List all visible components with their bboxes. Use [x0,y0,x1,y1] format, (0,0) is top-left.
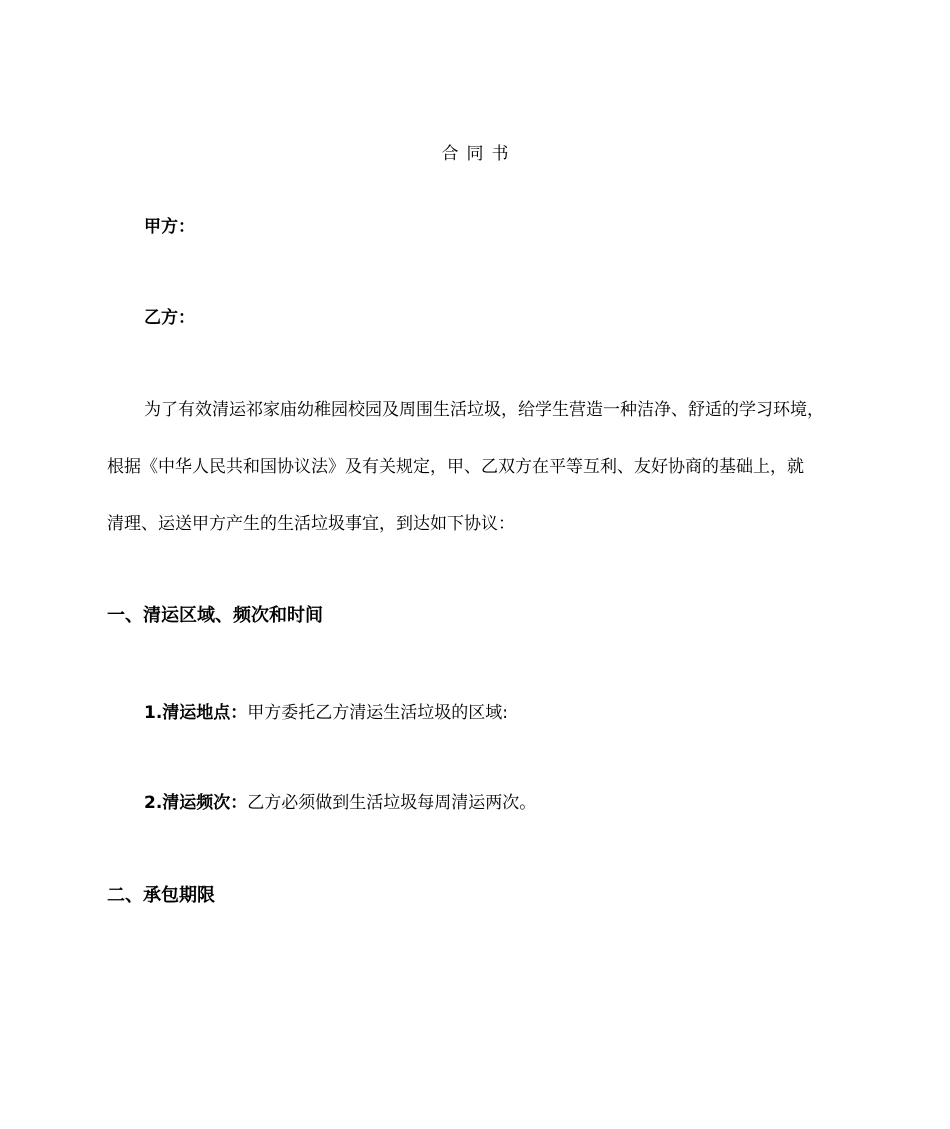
item-1-text: 甲方委托乙方清运生活垃圾的区域: [247,703,509,723]
item-1-label: 1.清运地点： [144,703,248,723]
section-1-heading: 一、清运区域、频次和时间 [107,605,323,626]
section-1-item-2 [144,791,536,815]
intro-paragraph-line-3: 清理、运送甲方产生的生活垃圾事宜，到达如下协议： [107,514,515,534]
intro-paragraph-line-2: 根据《中华人民共和国协议法》及有关规定，甲、乙双方在平等互利、友好协商的基础上，就 [107,457,804,477]
party-a-label: 甲方： [144,217,195,237]
section-1-item-1 [144,701,508,725]
section-2-heading: 二、承包期限 [107,885,215,906]
item-2-text: 乙方必须做到生活垃圾每周清运两次。 [247,793,537,813]
document-title: 合同书 [441,144,517,164]
party-b-label: 乙方： [144,308,195,328]
intro-paragraph-line-1: 为了有效清运祁家庙幼稚园校园及周围生活垃圾，给学生营造一种洁净、舒适的学习环境， [144,400,824,420]
item-2-label: 2.清运频次： [144,793,248,813]
